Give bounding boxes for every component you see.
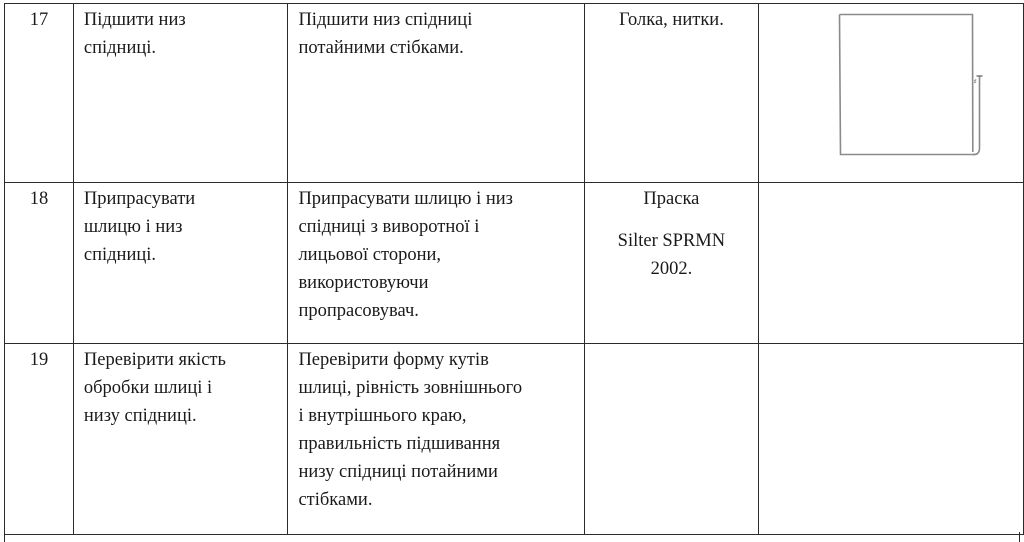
next-row-edge xyxy=(4,532,1020,542)
table-row xyxy=(5,344,1024,535)
description-text: використовуючи xyxy=(298,273,429,293)
operation-cell xyxy=(73,344,288,535)
tools-cell xyxy=(584,183,758,344)
tools-text: 2002. xyxy=(650,259,693,279)
tools-text: Голка, нитки. xyxy=(618,10,724,30)
technological-sequence-table xyxy=(4,3,1024,535)
description-text: пропрасовувач. xyxy=(298,301,419,321)
step-number-cell xyxy=(5,344,74,535)
step-number: 18 xyxy=(29,189,49,209)
description-text: стібками. xyxy=(298,490,373,510)
description-text: спідниці з виворотної і xyxy=(298,217,480,237)
tools-text: Праска xyxy=(643,189,700,209)
description-cell xyxy=(288,344,584,535)
description-text: низу спідниці потайними xyxy=(298,462,498,482)
table-row xyxy=(5,183,1024,344)
description-text: Підшити низ спідниці xyxy=(298,10,473,30)
operation-text: Підшити низ xyxy=(83,10,186,30)
tools-cell xyxy=(584,344,758,535)
step-number-cell xyxy=(5,4,74,183)
step-number: 17 xyxy=(29,10,49,30)
sketch-cell xyxy=(758,4,1023,183)
operation-cell xyxy=(73,183,288,344)
operation-text: низу спідниці. xyxy=(83,406,197,426)
operation-cell xyxy=(73,4,288,183)
step-number: 19 xyxy=(29,350,49,370)
description-cell xyxy=(288,183,584,344)
description-cell xyxy=(288,4,584,183)
sketch-cell xyxy=(758,183,1023,344)
description-text: Припрасувати шлицю і низ xyxy=(298,189,513,209)
tools-cell xyxy=(584,4,758,183)
step-number-cell xyxy=(5,183,74,344)
description-text: правильність підшивання xyxy=(298,434,501,454)
table-row xyxy=(5,4,1024,183)
paragraph-gap xyxy=(595,213,748,227)
description-text: потайними стібками. xyxy=(298,38,464,58)
operation-text: спідниці. xyxy=(83,245,157,265)
description-text: і внутрішнього краю, xyxy=(298,406,467,426)
operation-text: Припрасувати xyxy=(83,189,196,209)
operation-text: шлицю і низ xyxy=(83,217,183,237)
tools-text: Silter SPRMN xyxy=(617,231,726,251)
operation-text: Перевірити якість xyxy=(83,350,226,370)
operation-text: спідниці. xyxy=(83,38,157,58)
operation-text: обробки шлиці і xyxy=(83,378,213,398)
sketch-cell xyxy=(758,344,1023,535)
description-text: Перевірити форму кутів xyxy=(298,350,489,370)
hem-stitch-sketch-icon xyxy=(759,4,1024,180)
description-text: шлиці, рівність зовнішнього xyxy=(298,378,523,398)
description-text: лицьової сторони, xyxy=(298,245,442,265)
